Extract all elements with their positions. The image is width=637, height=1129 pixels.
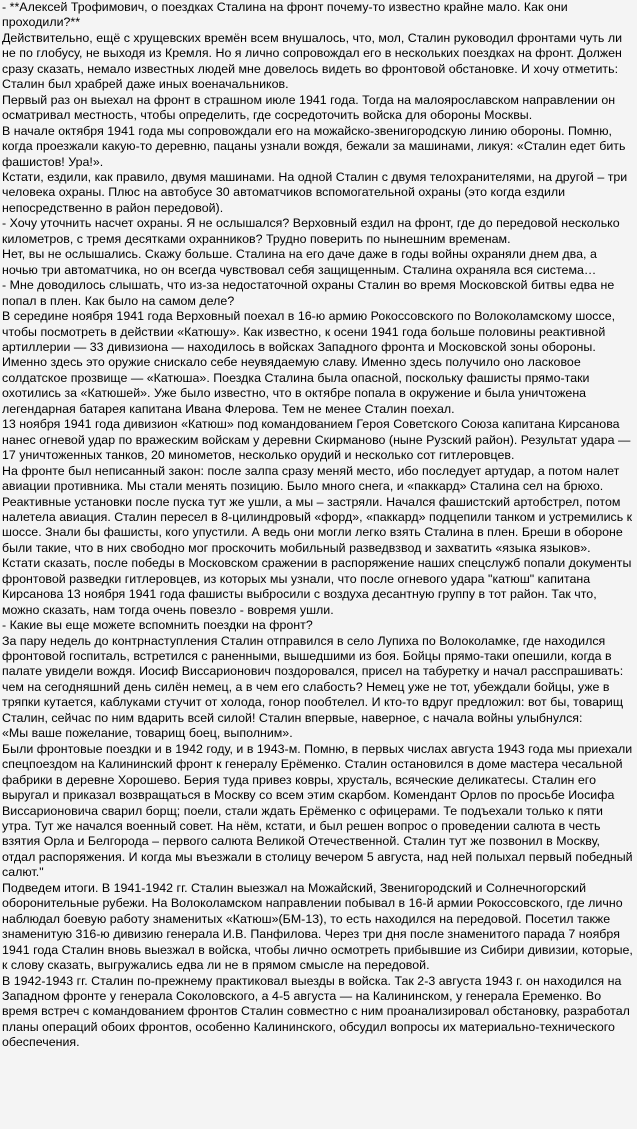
question-paragraph: - Мне доводилось слышать, что из-за недостаточной охраны Сталин во время Московской битвы едва не попал в плен. Как было на самом деле?: [2, 278, 615, 308]
quote-paragraph: «Мы ваше пожелание, товарищ боец, выполним».: [2, 726, 293, 741]
answer-paragraph: За пару недель до контрнаступления Сталин отправился в село Лупиха по Волоколамке, где находился фронтовой госпиталь, встретился с раненными, вышедшими из боя. Бойцы прямо-таки опешили, когда в палате увидели вождя. Иосиф Виссарионович поздоровался, присел на табуретку и начал расспрашивать: чем на сегодняшний день силён немец, а в чем его слабость? Немец уже не тот, убеждали бойцы, уже в тряпки кутается, каблуками стучит от холода, гонор пообтелел. И кто-то вдруг предложил: вот бы, товарищ Сталин, сейчас по ним вдарить всей силой! Сталин впервые, наверное, с начала войны улыбнулся:: [2, 633, 624, 725]
answer-paragraph: 13 ноября 1941 года дивизион «Катюш» под командованием Героя Советского Союза капитана Кирсанова нанес огневой удар по вражеским войскам у деревни Скирманово (ныне Рузский район). Результат удара — 17 уничтоженных танков, 20 минометов, несколько орудий и несколько сот гитлеровцев.: [2, 417, 631, 463]
summary-paragraph: В 1942-1943 гг. Сталин по-прежнему практиковал выезды в войска. Так 2-3 августа 1943 г. он находился на Западном фронте у генерала Соколовского, а 4-5 августа — на Калининском, у генерала Еременко. Во время встреч с командованием фронтов Сталин совместно с ним проанализировал обстановку, разработал планы операций обоих фронтов, особенно Калининского, обсудил вопросы их материально-технического обеспечения.: [2, 973, 630, 1050]
summary-paragraph: Подведем итоги. В 1941-1942 гг. Сталин выезжал на Можайский, Звенигородский и Солнечногорский оборонительные рубежи. На Волоколамском направлении побывал в 16-й армии Рокоссовского, где лично наблюдал боевую работу знаменитых «Катюш»(БМ-13), то есть находился на передовой. Посетил также знаменитую 316-ю дивизию генерала И.В. Панфилова. Через три дня после знаменитого парада 7 ноября 1941 года Сталин вновь выезжал в войска, чтобы лично осмотреть прибывшие из Сибири дивизии, которые, к слову сказать, выгружались едва ли не в прямом смысле на передовой.: [2, 880, 633, 973]
answer-paragraph: В середине ноября 1941 года Верховный поехал в 16-ю армию Рокоссовского по Волоколамскому шоссе, чтобы посмотреть в действии «Катюшу». Как известно, к осени 1941 года больше половины реактивной артиллерии — 33 дивизиона — находилось в войсках Западного фронта и Московской зоны обороны. Именно здесь это оружие снискало себе неувядаемую славу. Именно здесь получило оно ласковое солдатское прозвище — «Катюша». Поездка Сталина была опасной, поскольку фашисты прямо-таки охотились за «Катюшей». Уже было известно, что в октябре попала в окружение и была уничтожена легендарная батарея капитана Ивана Флерова. Тем не менее Сталин поехал.: [2, 309, 616, 416]
question-paragraph: - Хочу уточнить насчет охраны. Я не ослышался? Верховный ездил на фронт, где до передовой несколько километров, с тремя десятками охранников? Трудно поверить по нынешним временам.: [2, 216, 620, 246]
answer-paragraph: Кстати сказать, после победы в Московском сражении в распоряжение наших спецслужб попали документы фронтовой разведки гитлеровцев, из которых мы узнали, что после огневого удара "катюш" капитана Кирсанова 13 ноября 1941 года фашисты выбросили с воздуха десантную группу в тот район. Так что, можно сказать, нам тогда очень повезло - вовремя ушли.: [2, 556, 632, 617]
answer-paragraph: Кстати, ездили, как правило, двумя машинами. На одной Сталин с двумя телохранителями, на другой – три человека охраны. Плюс на автобусе 30 автоматчиков вспомогательной охраны (это когда ездили непосредственно в район передовой).: [2, 169, 628, 215]
question-heading: - **Алексей Трофимович, о поездках Сталина на фронт почему-то известно крайне мало. Как они проходили?**: [2, 0, 568, 30]
answer-paragraph: Действительно, ещё с хрущевских времён всем внушалось, что, мол, Сталин руководил фронтами чуть ли не по глобусу, не выходя из Кремля. Но я лично сопровождал его в нескольких поездках на фронт. Должен сразу сказать, немало известных людей мне довелось видеть во фронтовой обстановке. И хочу отметить: Сталин был храбрей даже иных военачальников.: [2, 30, 623, 92]
answer-paragraph: Были фронтовые поездки и в 1942 году, и в 1943-м. Помню, в первых числах августа 1943 года мы приехали спецпоездом на Калининский фронт к генералу Ерёменко. Сталин остановился в доме мастера чесальной фабрики в деревне Хорошево. Берия туда привез ковры, хрусталь, всяческие деликатесы. Сталин его выругал и приказал возвращаться в Москву со всем этим скарбом. Комендант Орлов по просьбе Иосифа Виссарионовича сварил борщ; поели, стали ждать Ерёменко с офицерами. Те подъехали только к пяти утра. Тут же начался военный совет. На нём, кстати, и был решен вопрос о проведении салюта в честь взятия Орла и Белгорода – первого салюта Великой Отечественной. Сталин тут же позвонил в Москву, отдал распоряжения. И когда мы въезжали в столицу вечером 5 августа, над ней полыхал первый победный салют.": [2, 741, 633, 880]
answer-paragraph: Первый раз он выехал на фронт в страшном июле 1941 года. Тогда на малоярославском направлении он осматривал местность, чтобы определить, где сосредоточить войска для обороны Москвы.: [2, 92, 616, 123]
answer-paragraph: В начале октября 1941 года мы сопровождали его на можайско-звенигородскую линию обороны. Помню, когда проезжали какую-то деревню, пацаны узнали вождя, бежали за машинами, ликуя: «Сталин едет бить фашистов! Ура!».: [2, 123, 626, 169]
answer-paragraph: На фронте был неписанный закон: после залпа сразу меняй место, ибо последует артудар, а потом налет авиации противника. Мы стали менять позицию. Было много снега, и «паккард» Сталина сел на брюхо. Реактивные установки после пуска тут же ушли, а мы – застряли. Начался фашистский артобстрел, потом налетела авиация. Сталин пересел в 8-цилиндровый «форд», «паккард» подцепили танком и устремились к шоссе. Знали бы фашисты, кого упустили. А ведь они могли легко взять Сталина в плен. Бреши в обороне были такие, что в них свободно мог проскочить мобильный разведвзвод и захватить «языка языков».: [2, 463, 633, 555]
answer-paragraph: Нет, вы не ослышались. Скажу больше. Сталина на его даче даже в годы войны охраняли днем два, а ночью три автоматчика, но он всегда чувствовал себя защищенным. Сталина охраняла вся система…: [2, 247, 597, 277]
question-paragraph: - Какие вы еще можете вспомнить поездки на фронт?: [2, 618, 313, 633]
